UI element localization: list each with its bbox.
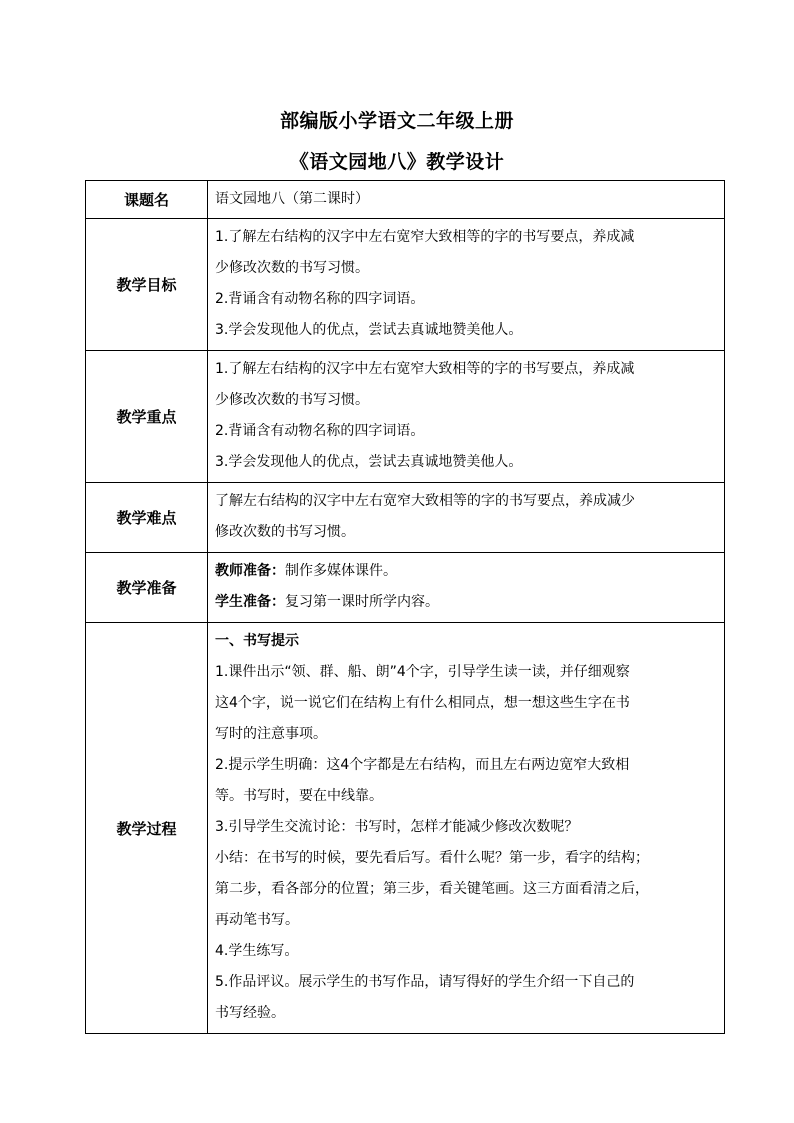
- row-label-goals: 教学目标: [86, 219, 208, 351]
- row-label-topic: 课题名: [86, 181, 208, 219]
- row-label-difficulty: 教学难点: [86, 483, 208, 553]
- section-title: 一、书写提示: [215, 633, 299, 649]
- document-subtitle: 《语文园地八》教学设计: [289, 151, 505, 173]
- text-line: 2.提示学生明确：这4个字都是左右结构，而且左右两边宽窄大致相: [215, 757, 630, 773]
- text-line: 3.学会发现他人的优点，尝试去真诚地赞美他人。: [215, 454, 523, 470]
- text-line: 4.学生练写。: [215, 943, 299, 959]
- process-content: [208, 623, 725, 1034]
- text-line: 少修改次数的书写习惯。: [215, 392, 369, 408]
- table-row: [86, 181, 725, 219]
- text-line: 3.学会发现他人的优点，尝试去真诚地赞美他人。: [215, 322, 523, 338]
- text-line: 少修改次数的书写习惯。: [215, 260, 369, 276]
- text-line: 2.背诵含有动物名称的四字词语。: [215, 423, 425, 439]
- text-line: 1.了解左右结构的汉字中左右宽窄大致相等的字的书写要点，养成减: [215, 361, 635, 377]
- teacher-prep-label: 教师准备：: [215, 563, 285, 579]
- text-line: 5.作品评议。展示学生的书写作品，请写得好的学生介绍一下自己的: [215, 974, 635, 990]
- table-row: [86, 623, 725, 1034]
- text-line: 再动笔书写。: [215, 912, 299, 928]
- text-line: 第二步，看各部分的位置；第三步，看关键笔画。这三方面看清之后，: [215, 881, 649, 897]
- student-preparation: [215, 587, 718, 618]
- text-line: 写时的注意事项。: [215, 726, 327, 742]
- text-line: 书写经验。: [215, 1005, 285, 1021]
- student-prep-label: 学生准备：: [215, 594, 285, 610]
- table-row: [86, 553, 725, 623]
- text-line: 3.引导学生交流讨论：书写时，怎样才能减少修改次数呢？: [215, 819, 579, 835]
- student-prep-value: 复习第一课时所学内容。: [285, 594, 439, 610]
- focus-content: [208, 351, 725, 483]
- row-label-preparation: 教学准备: [86, 553, 208, 623]
- teacher-prep-value: 制作多媒体课件。: [285, 563, 397, 579]
- text-line: 2.背诵含有动物名称的四字词语。: [215, 291, 425, 307]
- text-line: 修改次数的书写习惯。: [215, 524, 355, 540]
- preparation-content: [208, 553, 725, 623]
- text-line: 等。书写时，要在中线靠。: [215, 788, 383, 804]
- text-line: 1.课件出示“领、群、船、朗”4个字，引导学生读一读，并仔细观察: [215, 664, 630, 680]
- text-line: 小结：在书写的时候，要先看后写。看什么呢？第一步，看字的结构；: [215, 850, 649, 866]
- text-line: 了解左右结构的汉字中左右宽窄大致相等的字的书写要点，养成减少: [215, 493, 635, 509]
- text-line: 语文园地八（第二课时）: [215, 191, 369, 207]
- table-row: [86, 483, 725, 553]
- teacher-preparation: [215, 556, 718, 587]
- document-title: 部编版小学语文二年级上册: [279, 110, 514, 132]
- table-row: [86, 219, 725, 351]
- text-line: 这4个字，说一说它们在结构上有什么相同点，想一想这些生字在书: [215, 695, 630, 711]
- row-label-focus: 教学重点: [86, 351, 208, 483]
- text-line: 1.了解左右结构的汉字中左右宽窄大致相等的字的书写要点，养成减: [215, 229, 635, 245]
- goals-content: [208, 219, 725, 351]
- row-label-process: 教学过程: [86, 623, 208, 1034]
- lesson-plan-table: [85, 180, 725, 1034]
- topic-value: [208, 181, 725, 219]
- table-row: [86, 351, 725, 483]
- difficulty-content: [208, 483, 725, 553]
